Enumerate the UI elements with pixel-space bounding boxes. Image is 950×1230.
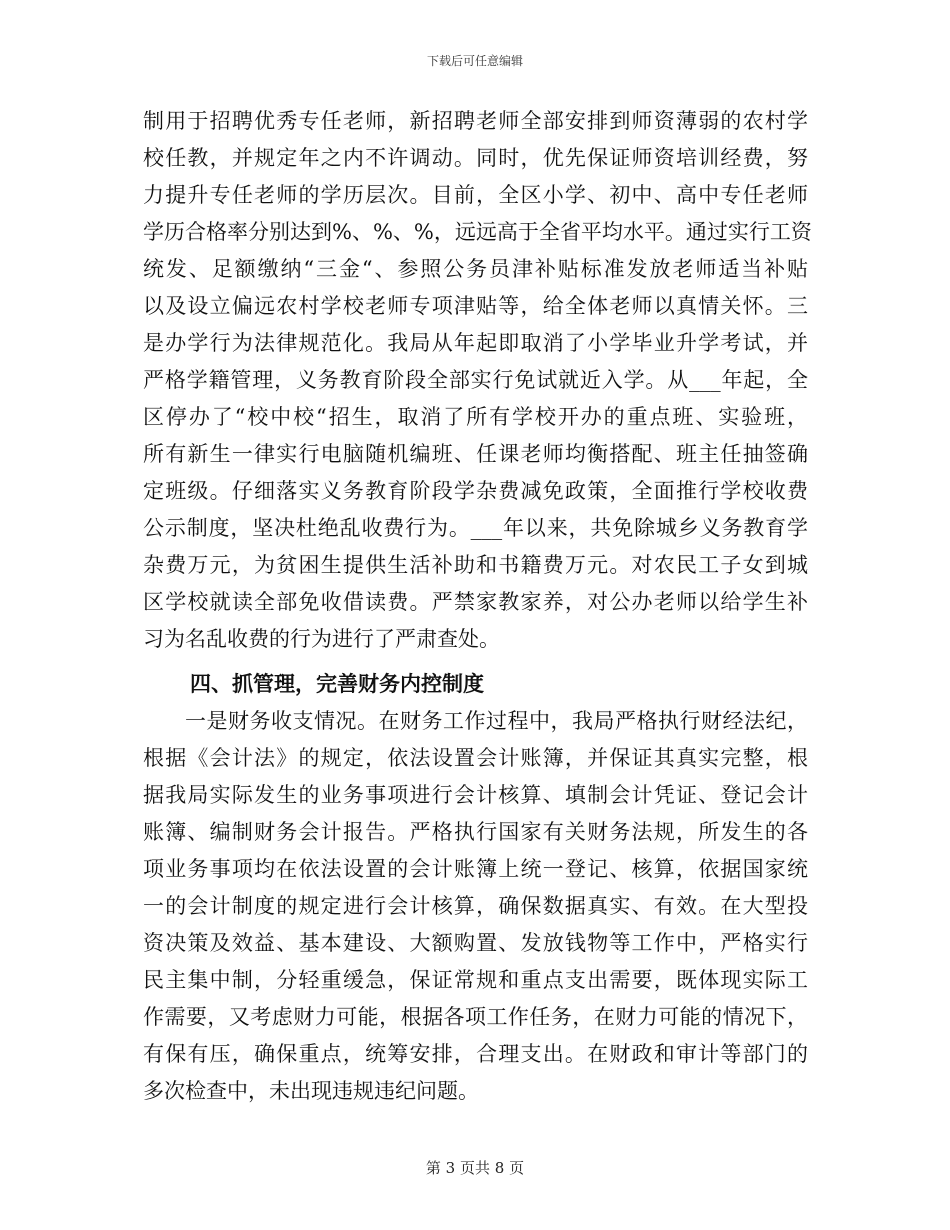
body-line: 账簿、编制财务会计报告。严格执行国家有关财务法规，所发生的各 <box>143 820 808 844</box>
body-line: 是办学行为法律规范化。我局从年起即取消了小学毕业升学考试，并 <box>143 331 808 355</box>
body-line: 根据《会计法》的规定，依法设置会计账簿，并保证其真实完整，根 <box>143 746 808 770</box>
body-line: 区停办了“校中校“招生，取消了所有学校开办的重点班、实验班， <box>143 405 808 429</box>
body-line: 习为名乱收费的行为进行了严肃查处。 <box>143 627 500 651</box>
body-line: 有保有压，确保重点，统筹安排，合理支出。在财政和审计等部门的 <box>143 1042 808 1066</box>
body-line: 多次检查中，未出现违规违纪问题。 <box>143 1079 479 1103</box>
body-line: 公示制度，坚决杜绝乱收费行为。___年以来，共免除城乡义务教育学 <box>143 516 808 540</box>
body-line: 一是财务收支情况。在财务工作过程中，我局严格执行财经法纪， <box>185 709 808 733</box>
body-line: 据我局实际发生的业务事项进行会计核算、填制会计凭证、登记会计 <box>143 783 808 807</box>
body-line: 严格学籍管理，义务教育阶段全部实行免试就近入学。从___年起，全 <box>143 368 808 392</box>
body-line: 定班级。仔细落实义务教育阶段学杂费减免政策，全面推行学校收费 <box>143 479 808 503</box>
page-header: 下载后可任意编辑 <box>426 54 523 68</box>
body-line: 资决策及效益、基本建设、大额购置、发放钱物等工作中，严格实行 <box>143 931 808 955</box>
body-line: 一的会计制度的规定进行会计核算，确保数据真实、有效。在大型投 <box>143 894 808 918</box>
body-line: 制用于招聘优秀专任老师，新招聘老师全部安排到师资薄弱的农村学 <box>143 109 808 133</box>
body-line: 作需要，又考虑财力可能，根据各项工作任务，在财力可能的情况下， <box>143 1005 808 1029</box>
body-line: 杂费万元，为贫困生提供生活补助和书籍费万元。对农民工子女到城 <box>143 553 808 577</box>
body-line: 统发、足额缴纳“三金“、参照公务员津补贴标准发放老师适当补贴 <box>143 257 808 281</box>
body-line: 所有新生一律实行电脑随机编班、任课老师均衡搭配、班主任抽签确 <box>143 442 808 466</box>
body-line: 校任教，并规定年之内不许调动。同时，优先保证师资培训经费，努 <box>143 146 808 170</box>
body-line: 力提升专任老师的学历层次。目前，全区小学、初中、高中专任老师 <box>143 183 808 207</box>
body-line: 学历合格率分别达到%、%、%，远远高于全省平均水平。通过实行工资 <box>143 220 812 244</box>
body-line: 项业务事项均在依法设置的会计账簿上统一登记、核算，依据国家统 <box>143 857 808 881</box>
body-line: 以及设立偏远农村学校老师专项津贴等，给全体老师以真情关怀。三 <box>143 294 808 318</box>
page-number: 第 3 页共 8 页 <box>425 1159 525 1177</box>
body-line: 区学校就读全部免收借读费。严禁家教家养，对公办老师以给学生补 <box>143 590 808 614</box>
section-heading: 四、抓管理，完善财务内控制度 <box>190 672 484 696</box>
body-line: 民主集中制，分轻重缓急，保证常规和重点支出需要，既体现实际工 <box>143 968 808 992</box>
